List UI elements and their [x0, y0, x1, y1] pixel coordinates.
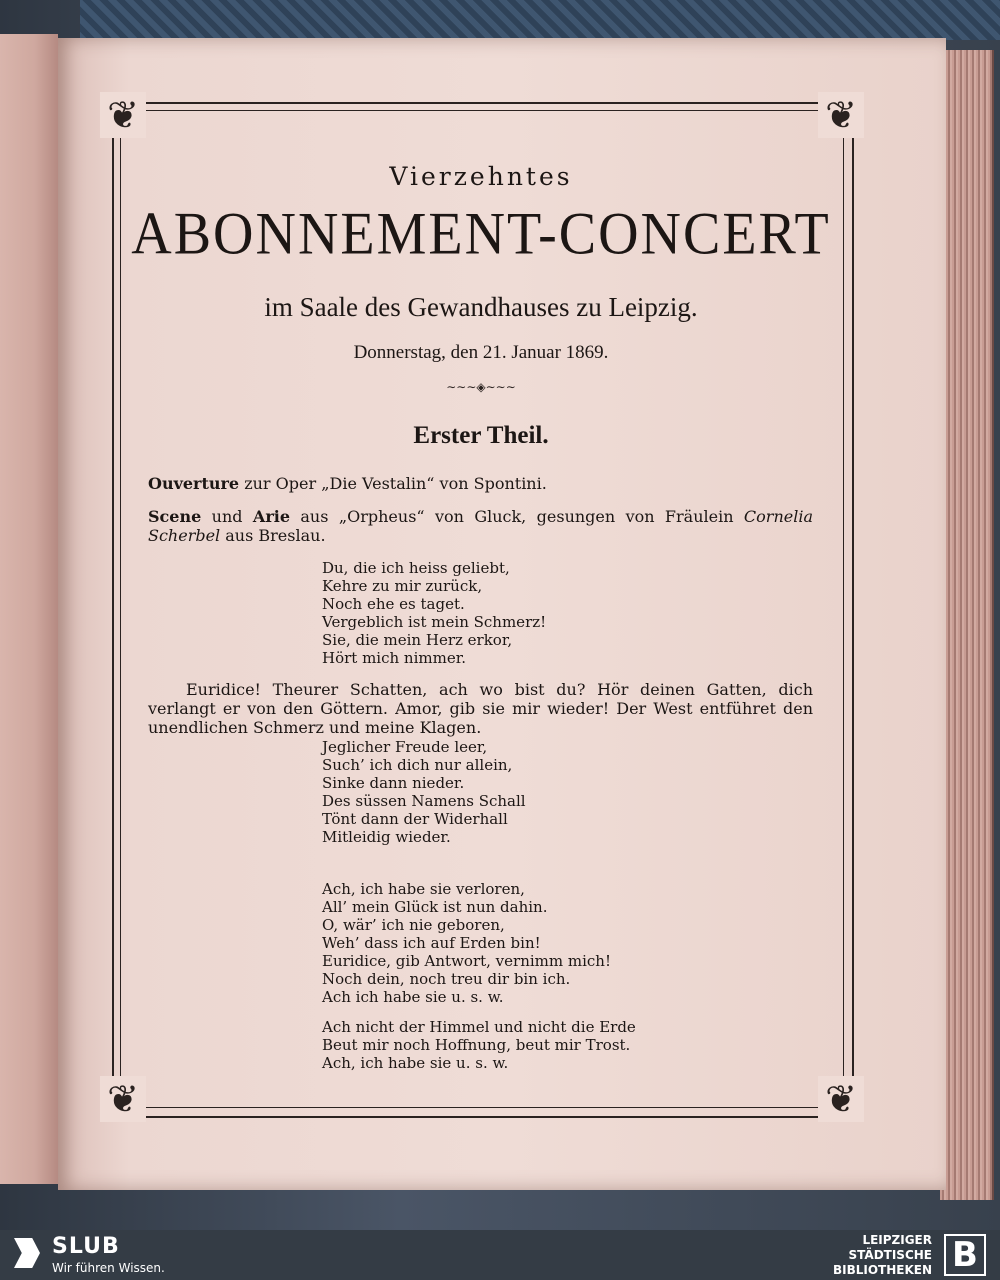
lsb-logo-icon[interactable]: B: [944, 1234, 986, 1276]
corner-ornament-icon: ❦: [818, 1076, 864, 1122]
work-description: aus „Orpheus“ von Gluck, gesungen von Fräulein: [290, 507, 744, 526]
verse-block-1: [322, 559, 546, 667]
conjunction: und: [201, 507, 253, 526]
verse-line: Du, die ich heiss geliebt,: [322, 559, 510, 577]
book-cover-edge: [80, 0, 1000, 40]
verse-block-4: [322, 1018, 636, 1072]
divider-ornament-icon: ∼∼∼◈∼∼∼: [446, 380, 516, 394]
singer-origin: aus Breslau.: [220, 526, 326, 545]
section-title: Erster Theil.: [413, 422, 549, 449]
corner-ornament-icon: ❦: [818, 92, 864, 138]
lsb-name-line: BIBLIOTHEKEN: [832, 1263, 932, 1277]
venue-line: im Saale des Gewandhauses zu Leipzig.: [264, 292, 698, 322]
verse-line: Ach ich habe sie u. s. w.: [322, 988, 504, 1006]
corner-ornament-icon: ❦: [100, 92, 146, 138]
lsb-name-line: LEIPZIGER: [862, 1233, 932, 1247]
verse-line: Noch dein, noch treu dir bin ich.: [322, 970, 571, 988]
program-item-overture: [148, 474, 813, 493]
viewer-footer-bar: [0, 1230, 1000, 1280]
verse-line: Noch ehe es taget.: [322, 595, 465, 613]
verse-line: Tönt dann der Widerhall: [322, 810, 508, 828]
verse-line: Jeglicher Freude leer,: [322, 738, 488, 756]
slub-tagline: Wir führen Wissen.: [52, 1261, 165, 1275]
date-line: Donnerstag, den 21. Januar 1869.: [353, 342, 609, 363]
work-type-scene: Scene: [148, 507, 202, 526]
lsb-name-line: STÄDTISCHE: [848, 1248, 932, 1262]
verse-line: Des süssen Namens Schall: [322, 792, 526, 810]
verse-block-3: [322, 880, 611, 1006]
verse-line: Hört mich nimmer.: [322, 649, 467, 667]
work-type-aria: Arie: [252, 507, 291, 526]
slub-name[interactable]: SLUB: [52, 1234, 120, 1259]
singer-name: Cornelia Scherbel: [148, 507, 813, 545]
verse-line: Sie, die mein Herz erkor,: [322, 631, 513, 649]
recitative-text: Euridice! Theurer Schatten, ach wo bist du? Hör deinen Gatten, dich verlangt er von den Göttern. Amor, gib sie mir wieder! Der West entführet den unendlichen Schmerz und meine Klagen.: [148, 680, 813, 737]
work-description: zur Oper „Die Vestalin“ von Spontini.: [239, 474, 547, 493]
left-page-edge: [0, 34, 58, 1184]
page-stack-edges: [940, 50, 994, 1200]
concert-number: Vierzehntes: [389, 162, 573, 191]
verse-line: Beut mir noch Hoffnung, beut mir Trost.: [322, 1036, 631, 1054]
work-type: Ouverture: [148, 474, 240, 493]
page-title: ABONNEMENT-CONCERT: [131, 200, 831, 268]
verse-line: Sinke dann nieder.: [322, 774, 465, 792]
verse-line: Ach, ich habe sie u. s. w.: [322, 1054, 509, 1072]
verse-line: Vergeblich ist mein Schmerz!: [322, 613, 547, 631]
verse-line: Kehre zu mir zurück,: [322, 577, 483, 595]
slub-logo-icon[interactable]: [14, 1238, 40, 1268]
verse-line: Ach, ich habe sie verloren,: [322, 880, 525, 898]
verse-line: Weh’ dass ich auf Erden bin!: [322, 934, 541, 952]
verse-line: Mitleidig wieder.: [322, 828, 451, 846]
verse-block-2: [322, 738, 526, 846]
corner-ornament-icon: ❦: [100, 1076, 146, 1122]
verse-line: All’ mein Glück ist nun dahin.: [322, 898, 548, 916]
verse-line: Euridice, gib Antwort, vernimm mich!: [322, 952, 611, 970]
verse-line: Such’ ich dich nur allein,: [322, 756, 513, 774]
lsb-name[interactable]: [833, 1233, 932, 1278]
verse-line: Ach nicht der Himmel und nicht die Erde: [322, 1018, 636, 1036]
verse-line: O, wär’ ich nie geboren,: [322, 916, 505, 934]
program-item-scene-aria: [148, 507, 813, 545]
